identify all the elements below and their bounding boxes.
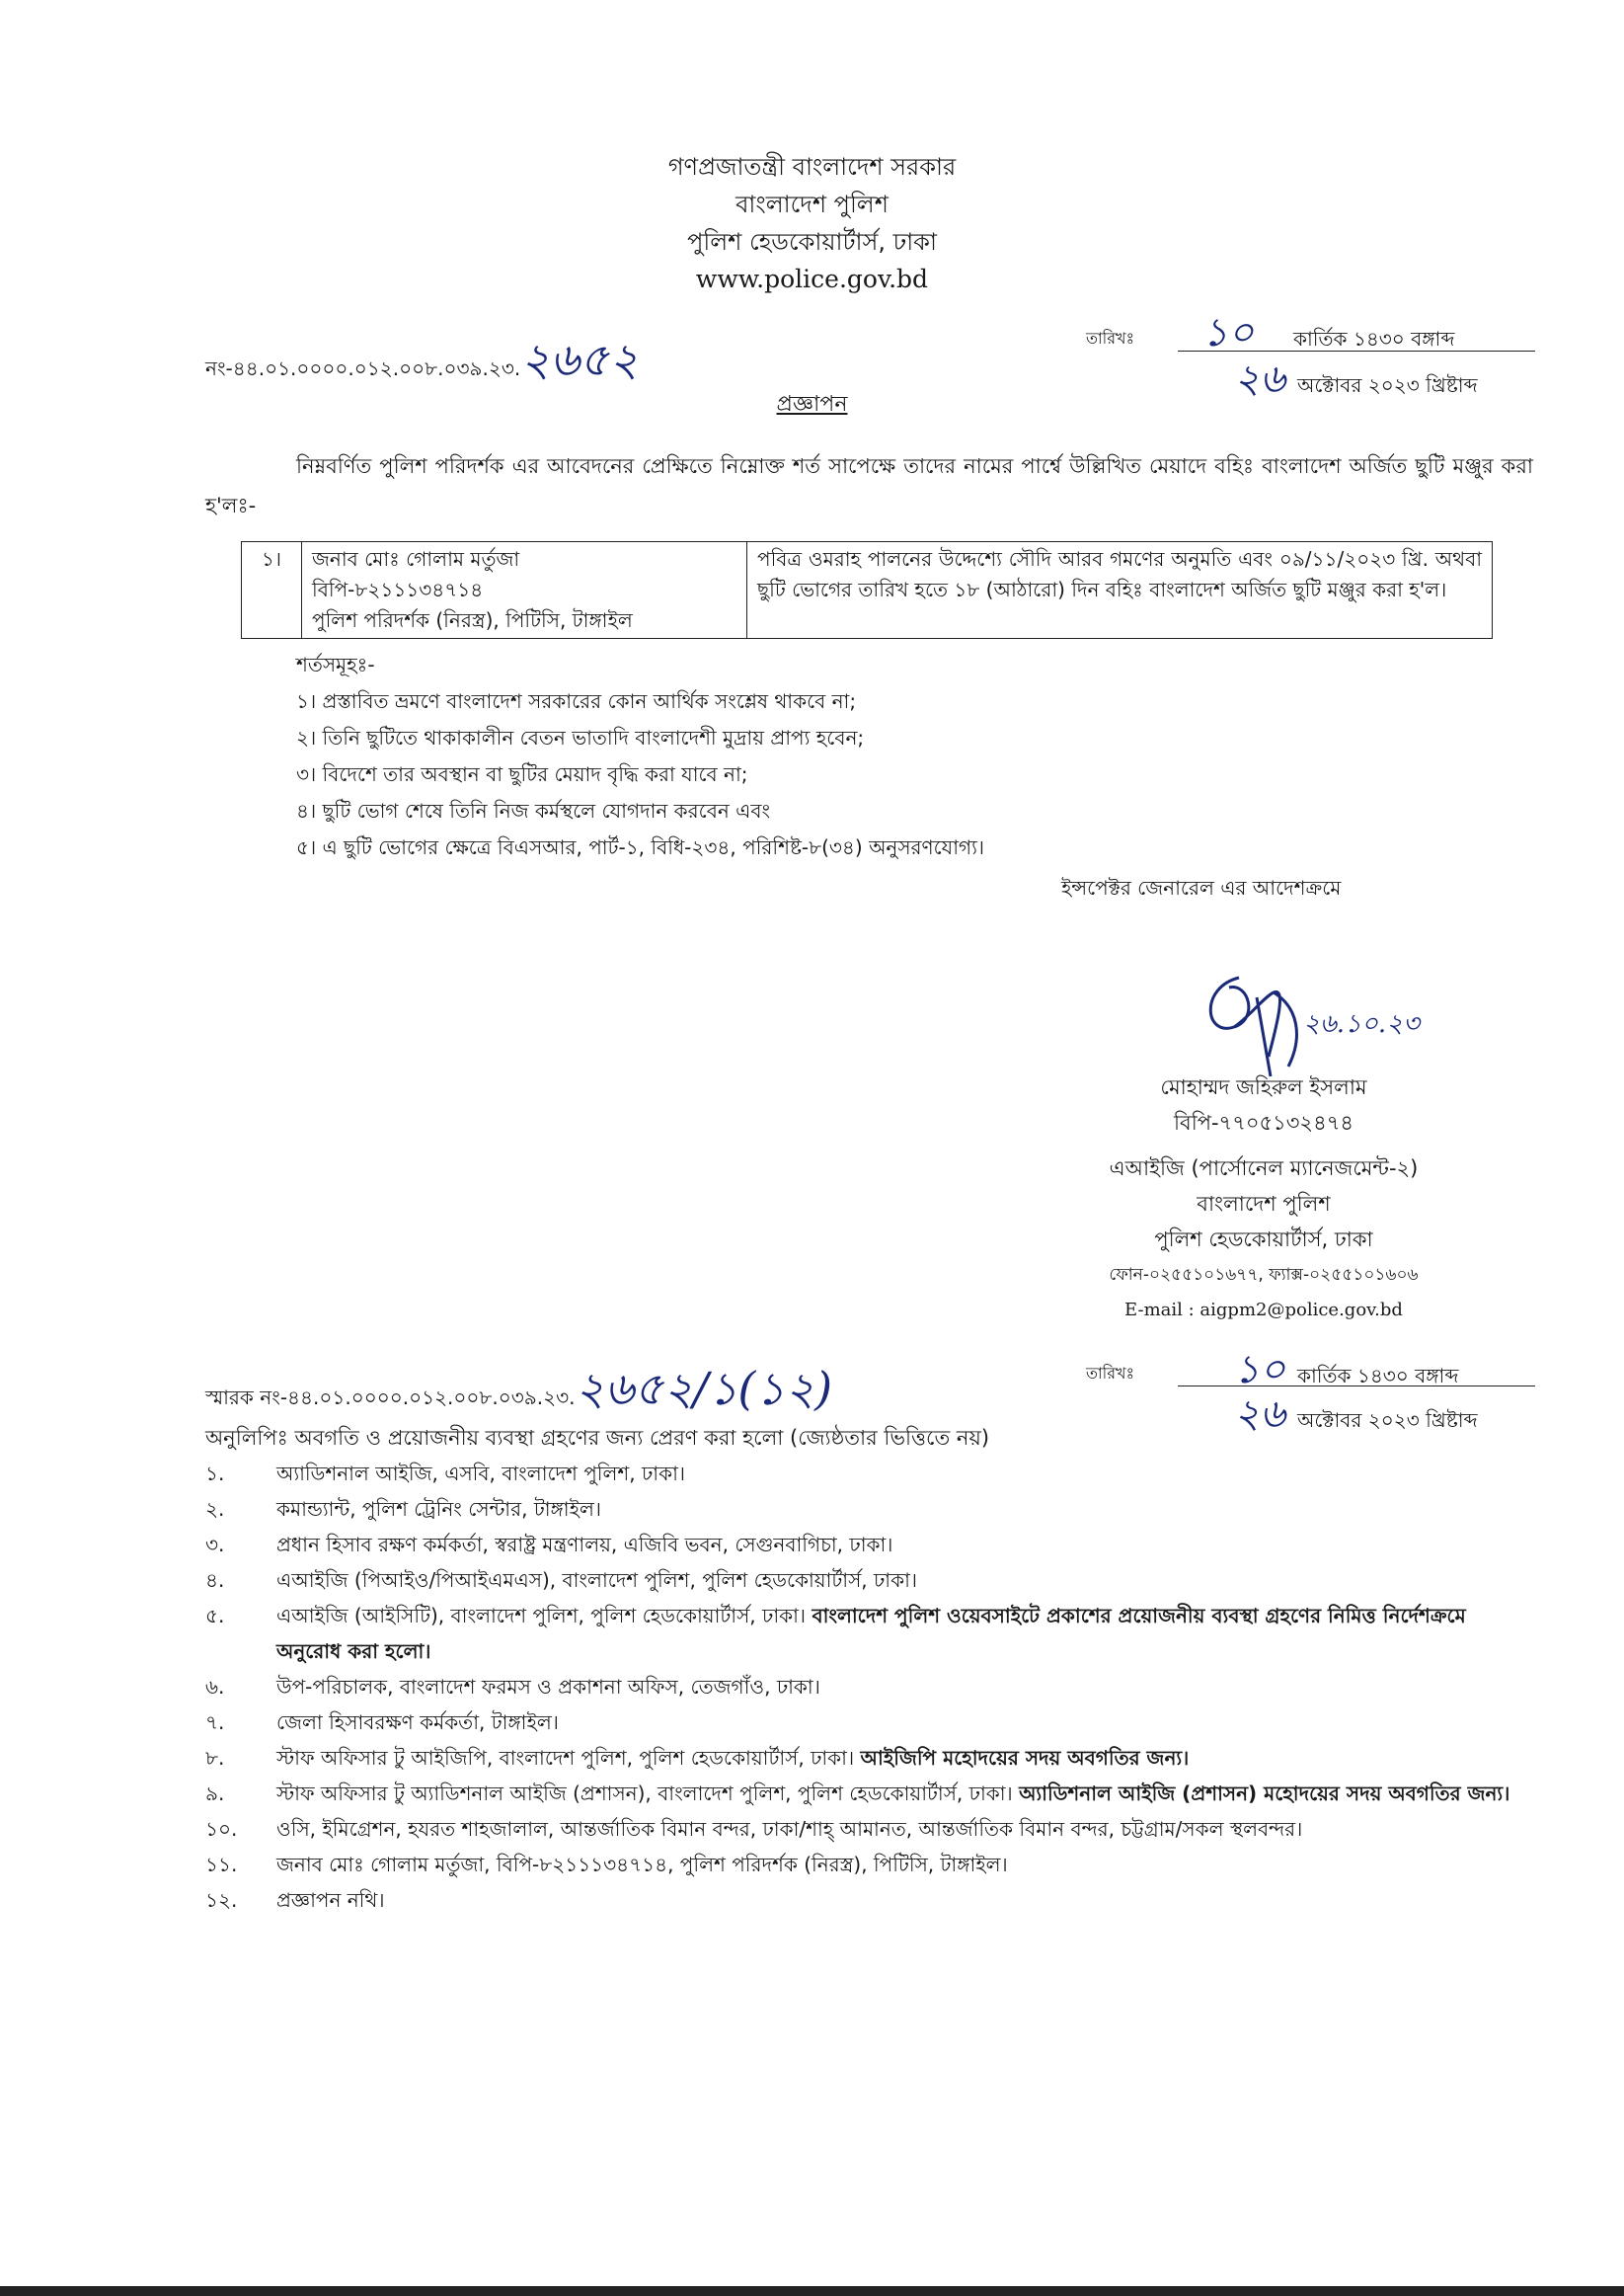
agency-name: বাংলাদেশ পুলিশ xyxy=(735,191,889,218)
memo2-date-bangla-day: ১০ xyxy=(1234,1347,1285,1392)
officer-designation: পুলিশ পরিদর্শক (নিরস্ত্র), পিটিসি, টাঙ্গাইল xyxy=(312,608,633,632)
distribution-list xyxy=(205,1456,1533,1918)
list-item: ১২. প্রজ্ঞাপন নথি। xyxy=(205,1888,385,1912)
memo2-date-greg xyxy=(1185,1383,1540,1449)
list-item: ১. অ্যাডিশনাল আইজি, এসবি, বাংলাদেশ পুলিশ, ঢাকা। xyxy=(205,1462,686,1485)
document-title: প্রজ্ঞাপন xyxy=(776,392,848,417)
signatory-phone: ফোন-০২৫৫১০১৬৭৭, ফ্যাক্স-০২৫৫১০১৬০৬ xyxy=(1109,1265,1419,1285)
list-item: ৬. উপ-পরিচালক, বাংলাদেশ ফরমস ও প্রকাশনা অফিস, তেজগাঁও, ঢাকা। xyxy=(205,1675,820,1699)
memo-date-greg-rest: অক্টোবর ২০২৩ খ্রিষ্টাব্দ xyxy=(1297,373,1478,397)
table-row xyxy=(242,542,1493,639)
signatory-email[interactable]: E-mail : aigpm2@police.gov.bd xyxy=(1124,1300,1403,1320)
list-item: ৩. প্রধান হিসাব রক্ষণ কর্মকর্তা, স্বরাষ্ট্র মন্ত্রণালয়, এজিবি ভবন, সেগুনবাগিচা, ঢাকা। xyxy=(205,1533,893,1556)
government-name: গণপ্রজাতন্ত্রী বাংলাদেশ সরকার xyxy=(667,153,957,181)
memo-date-bangla-day: ১০ xyxy=(1202,310,1254,356)
list-item: ১। প্রস্তাবিত ভ্রমণে বাংলাদেশ সরকারের কোন আর্থিক সংশ্লেষ থাকবে না; xyxy=(296,689,857,713)
memo2-date-greg-rest: অক্টোবর ২০২৩ খ্রিষ্টাব্দ xyxy=(1297,1408,1478,1432)
memo2-number xyxy=(205,1355,832,1430)
signatory-name: মোহাম্মদ জহিরুল ইসলাম xyxy=(1160,1075,1367,1099)
intro-paragraph: নিম্নবর্ণিত পুলিশ পরিদর্শক এর আবেদনের প্রেক্ষিতে নিম্নোক্ত শর্ত সাপেক্ষে তাদের নামের পার্শ্বে উল্লিখিত মেয়াদে বহিঃ বাংলাদেশ অর্জিত ছুটি মঞ্জুর করা হ'লঃ- xyxy=(205,454,1533,517)
list-item: ২. কমান্ড্যান্ট, পুলিশ ট্রেনিং সেন্টার, টাঙ্গাইল। xyxy=(205,1497,602,1521)
order-by: ইন্সপেক্টর জেনারেল এর আদেশক্রমে xyxy=(1061,876,1342,900)
memo-date-bangla-rest: কার্তিক ১৪৩০ বঙ্গাব্দ xyxy=(1292,327,1455,351)
signatory-agency: বাংলাদেশ পুলিশ xyxy=(1197,1192,1331,1216)
conditions xyxy=(296,647,1481,866)
list-item: ৮. স্টাফ অফিসার টু আইজিপি, বাংলাদেশ পুলিশ, পুলিশ হেডকোয়ার্টার্স, ঢাকা। আইজিপি মহোদয়ের সদয় অবগতির জন্য। xyxy=(205,1746,1190,1770)
signatory-office: পুলিশ হেডকোয়ার্টার্স, ঢাকা xyxy=(1154,1227,1373,1251)
signatory-block xyxy=(1027,1069,1501,1328)
memo2-date-bangla-rest: কার্তিক ১৪৩০ বঙ্গাব্দ xyxy=(1296,1364,1459,1387)
table-cell-serial: ১। xyxy=(242,542,302,639)
list-item: ২। তিনি ছুটিতে থাকাকালীন বেতন ভাতাদি বাংলাদেশী মুদ্রায় প্রাপ্য হবেন; xyxy=(296,726,865,750)
memo-date-greg-day: ২৬ xyxy=(1234,356,1286,402)
list-item: ১০. ওসি, ইমিগ্রেশন, হযরত শাহজালাল, আন্তর্জাতিক বিমান বন্দর, ঢাকা/শাহ্ আমানত, আন্তর্জাতিক বিমান বন্দর, চট্টগ্রাম/সকল স্থলবন্দর। xyxy=(205,1817,1303,1841)
list-item: ১১. জনাব মোঃ গোলাম মর্তুজা, বিপি-৮২১১১৩৪৭১৪, পুলিশ পরিদর্শক (নিরস্ত্র), পিটিসি, টাঙ্গাইল। xyxy=(205,1853,1008,1876)
signatory-bp: বিপি-৭৭০৫১৩২৪৭৪ xyxy=(1174,1111,1353,1135)
memo2-number-handwritten: ২৬৫২/১(১২) xyxy=(575,1362,833,1415)
list-item: ৫। এ ছুটি ভোগের ক্ষেত্রে বিএসআর, পার্ট-১, বিধি-২৩৪, পরিশিষ্ট-৮(৩৪) অনুসরণযোগ্য। xyxy=(296,835,985,859)
list-item: ৭. জেলা হিসাবরক্ষণ কর্মকর্তা, টাঙ্গাইল। xyxy=(205,1710,559,1734)
list-item: ৪. এআইজি (পিআইও/পিআইএমএস), বাংলাদেশ পুলিশ, পুলিশ হেডকোয়ার্টার্স, ঢাকা। xyxy=(205,1568,918,1592)
signature-date: ২৬.১০.২৩ xyxy=(1303,1009,1420,1039)
memo-date-label: তারিখঃ xyxy=(1086,329,1135,348)
memo2-date-label: তারিখঃ xyxy=(1086,1364,1135,1383)
officer-bp: বিপি-৮২১১১৩৪৭১৪ xyxy=(312,578,484,601)
leave-table xyxy=(241,541,1493,639)
list-item: ৩। বিদেশে তার অবস্থান বা ছুটির মেয়াদ বৃদ্ধি করা যাবে না; xyxy=(296,762,748,786)
signatory-designation: এআইজি (পার্সোনেল ম্যানেজমেন্ট-২) xyxy=(1109,1156,1419,1180)
table-cell-officer xyxy=(302,542,747,639)
conditions-heading: শর্তসমূহঃ- xyxy=(296,653,375,676)
table-cell-details: পবিত্র ওমরাহ পালনের উদ্দেশ্যে সৌদি আরব গমণের অনুমতি এবং ০৯/১১/২০২৩ খ্রি. অথবা ছুটি ভোগের তারিখ হতে ১৮ (আঠারো) দিন বহিঃ বাংলাদেশ অর্জিত ছুটি মঞ্জুর করা হ'ল। xyxy=(747,542,1493,639)
website-link[interactable]: www.police.gov.bd xyxy=(695,265,929,293)
letterhead xyxy=(0,148,1624,298)
list-item: ৯. স্টাফ অফিসার টু অ্যাডিশনাল আইজি (প্রশাসন), বাংলাদেশ পুলিশ, পুলিশ হেডকোয়ার্টার্স, ঢাকা। অ্যাডিশনাল আইজি (প্রশাসন) মহোদয়ের সদয় অবগতির জন্য। xyxy=(205,1781,1510,1805)
office-name: পুলিশ হেডকোয়ার্টার্স, ঢাকা xyxy=(687,228,937,256)
memo2-date-greg-day: ২৬ xyxy=(1234,1391,1286,1437)
scan-edge xyxy=(0,2286,1624,2296)
officer-name: জনাব মোঃ গোলাম মর্তুজা xyxy=(312,547,520,571)
memo2-number-prefix: স্মারক নং-৪৪.০১.০০০০.০১২.০০৮.০৩৯.২৩. xyxy=(205,1386,576,1409)
memo-number-prefix: নং-৪৪.০১.০০০০.০১২.০০৮.০৩৯.২৩. xyxy=(205,356,521,380)
copy-intro: অনুলিপিঃ অবগতি ও প্রয়োজনীয় ব্যবস্থা গ্রহণের জন্য প্রেরণ করা হলো (জ্যেষ্ঠতার ভিত্তিতে নয়) xyxy=(205,1426,990,1450)
memo-number-handwritten: ২৬৫২ xyxy=(520,333,639,386)
list-item: ৪। ছুটি ভোগ শেষে তিনি নিজ কর্মস্থলে যোগদান করবেন এবং xyxy=(296,799,771,823)
list-item: ৫. এআইজি (আইসিটি), বাংলাদেশ পুলিশ, পুলিশ হেডকোয়ার্টার্স, ঢাকা। বাংলাদেশ পুলিশ ওয়েবসাইটে প্রকাশের প্রয়োজনীয় ব্যবস্থা গ্রহণের নিমিত্ত নির্দেশক্রমে অনুরোধ করা হলো। xyxy=(205,1604,1466,1663)
